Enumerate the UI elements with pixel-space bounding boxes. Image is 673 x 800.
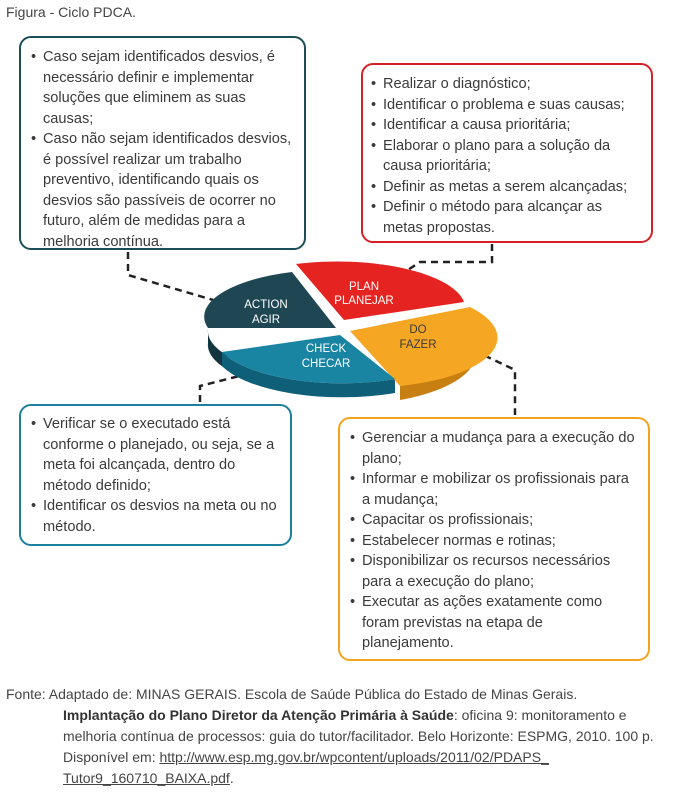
plan-label-en: PLAN [348,281,380,293]
act-label-en: ACTION [244,299,288,311]
do-item: • Informar e mobilizar os profissionais para a mudança; [350,469,638,510]
source-body [6,705,666,789]
plan-label-pt: PLANEJAR [334,295,394,307]
source-citation [6,684,666,789]
source-url[interactable]: http://www.esp.mg.gov.br/wpcontent/uploads/2011/02/PDAPS_ Tutor9_160710_BAIXA.pdf [63,749,549,786]
source-title: Implantação do Plano Diretor da Atenção Primária à Saúde [63,707,454,723]
do-label-pt: FAZER [399,339,437,351]
act-label-pt: AGIR [251,314,281,326]
source-rest: : oficina 9: monitoramento e melhoria contínua de processos: guia do tutor/facilitador. Belo Horizonte: ESPMG, 2010. 100 p. Disponível em: [63,707,654,765]
check-item: • Verificar se o executado está conforme o planejado, ou seja, se a meta foi alcançada, dentro do método definido; [31,414,280,496]
do-item: • Disponibilizar os recursos necessários para a execução do plano; [350,551,638,592]
plan-item: • Realizar o diagnóstico; [371,74,641,95]
do-label-en: DO [409,324,427,336]
do-item: • Executar as ações exatamente como foram previstas na etapa de planejamento. [350,592,638,654]
check-label-en: CHECK [305,343,347,355]
do-item: • Estabelecer normas e rotinas; [350,531,638,552]
source-end: . [229,770,234,786]
plan-item: • Definir o método para alcançar as metas propostas. [371,197,641,238]
source-prefix: Fonte: Adaptado de: MINAS GERAIS. Escola de Saúde Pública do Estado de Minas Gerais. [6,686,578,702]
act-item: • Caso sejam identificados desvios, é necessário definir e implementar soluções que eliminem as suas causas; [31,47,294,129]
plan-item: • Identificar a causa prioritária; [371,115,641,136]
check-item: • Identificar os desvios na meta ou no método. [31,496,280,537]
connector-act [128,252,230,305]
figure-caption: Figura - Ciclo PDCA. [6,4,136,20]
do-item: • Capacitar os profissionais; [350,510,638,531]
do-item: • Gerenciar a mudança para a execução do plano; [350,428,638,469]
act-item: • Caso não sejam identificados desvios, é possível realizar um trabalho preventivo, identificando quais os desvios são passíveis de ocorrer no futuro, além de medidas para a melhoria contínua. [31,129,294,252]
plan-item: • Identificar o problema e suas causas; [371,95,641,116]
plan-item: • Elaborar o plano para a solução da causa prioritária; [371,136,641,177]
check-label-pt: CHECAR [301,358,351,370]
plan-item: • Definir as metas a serem alcançadas; [371,177,641,198]
